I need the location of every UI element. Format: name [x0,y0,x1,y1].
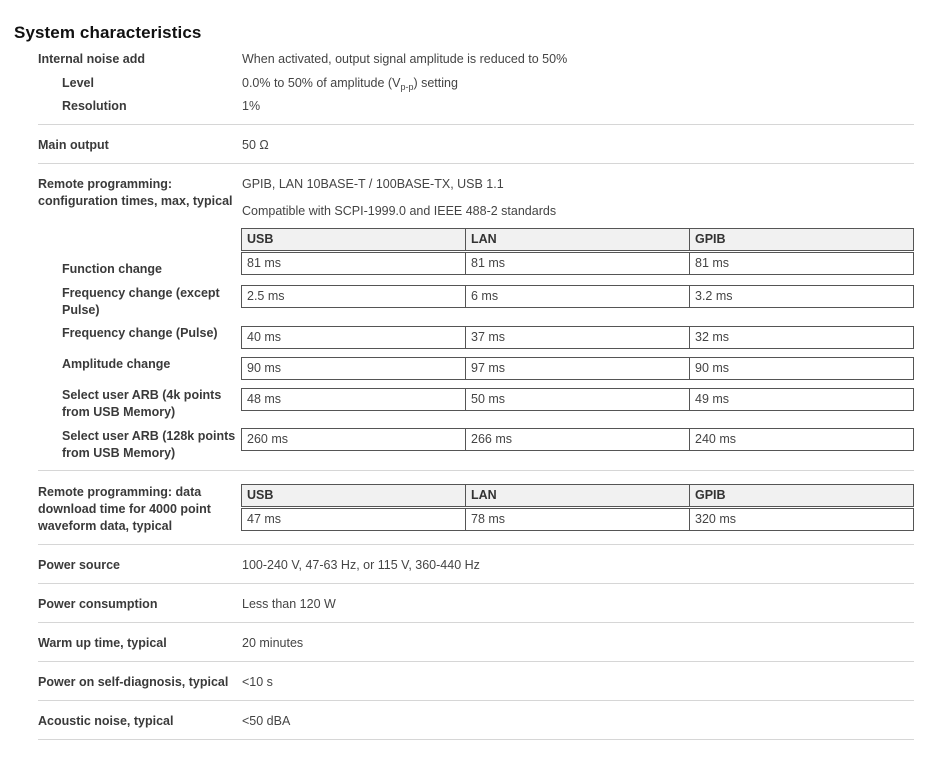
header-gpib: GPIB [689,229,913,250]
power-consumption-label: Power consumption [38,597,158,611]
noise-level-text: 0.0% to 50% of amplitude (V [242,76,401,90]
divider [38,163,914,164]
download-time-label-line: Remote programming: data [38,485,202,499]
remote-config-label-line: configuration times, max, typical [38,194,233,208]
noise-level-subscript: p-p [400,82,414,92]
table-cell: 260 ms [247,432,288,446]
download-time-label-line: download time for 4000 point [38,502,211,516]
remote-interfaces-value: GPIB, LAN 10BASE-T / 100BASE-TX, USB 1.1 [242,177,504,191]
table-cell: 40 ms [247,330,282,344]
download-time-label-line: waveform data, typical [38,519,173,533]
config-row-label-line: Function change [62,262,162,276]
warm-up-value: 20 minutes [242,636,304,650]
divider [38,583,914,584]
table-cell: 320 ms [689,509,913,530]
warm-up-label: Warm up time, typical [38,636,167,650]
config-table-row [241,428,914,451]
config-row-label [62,356,170,373]
table-cell: 6 ms [465,286,689,307]
config-row-label [62,285,220,319]
config-row-label [62,387,221,421]
config-row-label [62,261,162,278]
acoustic-noise-value: <50 dBA [242,714,291,728]
power-consumption-value: Less than 120 W [242,597,336,611]
acoustic-noise-label: Acoustic noise, typical [38,714,174,728]
table-cell: 90 ms [247,361,282,375]
table-cell: 266 ms [465,429,689,450]
config-row-label-line: Select user ARB (4k points [62,388,222,402]
internal-noise-value: When activated, output signal amplitude is reduced to 50% [242,52,568,66]
config-table-row [241,285,914,308]
table-cell: 3.2 ms [689,286,913,307]
config-row-label-line: Select user ARB (128k points [62,429,236,443]
table-cell: 32 ms [689,327,913,348]
header-usb: USB [247,232,274,246]
config-table-row [241,388,914,411]
config-table-row [241,252,914,275]
remote-config-label [38,176,233,210]
main-output-label: Main output [38,138,109,152]
table-cell: 81 ms [465,253,689,274]
config-row-label-line: Pulse) [62,303,100,317]
table-cell: 48 ms [247,392,282,406]
table-cell: 97 ms [465,358,689,379]
power-source-value: 100-240 V, 47-63 Hz, or 115 V, 360-440 Hz [242,558,480,572]
table-cell: 78 ms [465,509,689,530]
header-lan: LAN [465,229,689,250]
power-source-label: Power source [38,558,120,572]
config-row-label [62,325,218,342]
remote-config-label-line: Remote programming: [38,177,173,191]
config-row-label-line: Amplitude change [62,357,171,371]
self-diagnosis-label: Power on self-diagnosis, typical [38,675,229,689]
config-table-row [241,357,914,380]
divider [38,124,914,125]
internal-noise-label: Internal noise add [38,52,145,66]
config-row-label-line: Frequency change (Pulse) [62,326,218,340]
divider [38,661,914,662]
download-table-header [241,484,914,507]
config-row-label-line: from USB Memory) [62,446,176,460]
header-gpib: GPIB [689,485,913,506]
table-cell: 81 ms [247,256,282,270]
noise-level-value [242,75,458,92]
header-lan: LAN [465,485,689,506]
divider [38,544,914,545]
header-usb: USB [247,488,274,502]
divider [38,470,914,471]
main-output-value: 50 Ω [242,138,269,152]
page-title: System characteristics [14,23,202,42]
download-time-label [38,484,211,535]
noise-resolution-value: 1% [242,99,261,113]
config-row-label [62,428,235,462]
config-row-label-line: Frequency change (except [62,286,220,300]
config-table-row [241,326,914,349]
self-diagnosis-value: <10 s [242,675,273,689]
config-table-header [241,228,914,251]
table-cell: 37 ms [465,327,689,348]
divider [38,700,914,701]
table-cell: 50 ms [465,389,689,410]
table-cell: 47 ms [247,512,282,526]
table-cell: 90 ms [689,358,913,379]
table-cell: 240 ms [689,429,913,450]
table-cell: 49 ms [689,389,913,410]
divider [38,622,914,623]
divider [38,739,914,740]
table-cell: 81 ms [689,253,913,274]
remote-standards-value: Compatible with SCPI-1999.0 and IEEE 488-2 standards [242,204,557,218]
config-row-label-line: from USB Memory) [62,405,176,419]
noise-level-label: Level [62,76,94,90]
noise-level-text-end: ) setting [413,76,458,90]
noise-resolution-label: Resolution [62,99,127,113]
table-cell: 2.5 ms [247,289,285,303]
download-table-row [241,508,914,531]
